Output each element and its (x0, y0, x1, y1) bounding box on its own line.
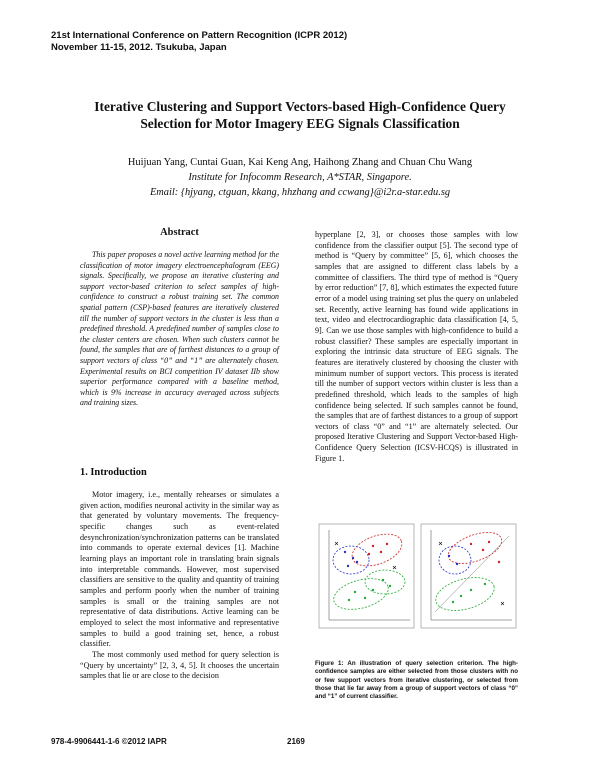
introduction-column-left (80, 490, 279, 682)
authors: Huijuan Yang, Cuntai Guan, Kai Keng Ang, Haihong Zhang and Chuan Chu Wang (127, 157, 473, 168)
plot-iterative-clustering (319, 524, 414, 628)
footer-isbn: 978-4-9906441-1-6 ©2012 IAPR (51, 737, 167, 746)
paper-title (40, 98, 560, 132)
intro-paragraph-2: The most commonly used method for query selection is “Query by uncertainty” [2, 3, 4, 5]. It chooses the uncertain samples that lie or are close to the decision (80, 649, 279, 681)
introduction-column-right (315, 230, 518, 464)
title-line-2: Selection for Motor Imagery EEG Signals Classification (140, 116, 460, 131)
conference-date-location: November 11-15, 2012. Tsukuba, Japan (51, 42, 227, 53)
figure-1-caption: Figure 1: An illustration of query selection criterion. The high-confidence samples are either selected from those clusters with no or few support vectors from iterative clustering, or selected from those that lie far away from a group of support vectors of class “0” and “1” of current classifier. (315, 660, 518, 701)
intro-paragraph-1: Motor imagery, i.e., mentally rehearses or simulates a given action, modifies neuronal activity in the similar way as that generated by voluntary movements. The frequency-specific changes such as event-related desynchronization/synchronization patterns can be translated into commands to operate external devices [1]. Machine learning plays an important role in translating brain signals into interpretable commands. However, most supervised classifiers are sensitive to the quality and quantity of training samples and perform poorly when the number of training samples is small or the training samples are not representative of data distributions. Active learning can be employed to select the most informative and representative samples to build a good training set, hence, a robust classifier. (80, 490, 279, 649)
figure-1-plots (315, 522, 518, 650)
introduction-heading: 1. Introduction (80, 467, 147, 478)
email: Email: {hjyang, ctguan, kkang, hhzhang and ccwang}@i2r.a-star.edu.sg (149, 187, 451, 198)
page-number: 2169 (287, 737, 305, 746)
title-line-1: Iterative Clustering and Support Vectors-based High-Confidence Query (94, 99, 506, 114)
intro-paragraph-2-continued: hyperplane [2, 3], or chooses those samples with low confidence from the classifier output [5]. The second type of method is “Query by committee” [5, 6], which chooses the samples that are assigned to different class labels by a committee of classifiers. The third type of method is “Query by error reduction” [7, 8], which estimates the expected future error of a model using training set plus the query on unlabeled set. Recently, active learning has found wide applications in text, video and electrocardiographic data classification [4, 5, 9]. Can we use those samples with high-confidence to build a robust classifier? These samples are especially important in exploring the intrinsic data structure of EEG signals. The features are iteratively clustered by choosing the cluster with minimum number of support vectors. This process is iterated till the number of support vectors within cluster is less than a predefined threshold, which leads to the samples of high confidence being selected. If such samples cannot be found, the samples that are of farthest distances to a group of support vectors of class “0” and “1” are alternately selected. Our proposed Iterative Clustering and Support Vector-based High-Confidence Query Selection (ICSV-HCQS) is illustrated in Figure 1. (315, 230, 518, 463)
plot-support-vectors (421, 524, 516, 628)
figure-1 (315, 522, 518, 650)
left-column (80, 227, 279, 409)
abstract-text: This paper proposes a novel active learning method for the classification of motor imagery electroencephalogram (EEG) signals. Specifically, we propose an iterative clustering and support vector-based criterion to select samples of high-confidence to construct a robust training set. The common spatial pattern (CSP)-based features are iteratively clustered till the number of support vectors in the cluster is less than a predefined threshold. A predefined number of samples close to the cluster centers are chosen. When such clusters cannot be found, the samples that are of farthest distances to a group of support vectors of class “0” and “1” are alternately chosen. Experimental results on BCI competition IV dataset IIb show superior performance compared with a baseline method, which is 9% increase in accuracy averaged across subjects and training sizes. (80, 250, 279, 408)
conference-name: 21st International Conference on Pattern Recognition (ICPR 2012) (51, 30, 348, 41)
affiliation: Institute for Infocomm Research, A*STAR, Singapore. (188, 172, 412, 183)
abstract-heading: Abstract (160, 227, 199, 238)
